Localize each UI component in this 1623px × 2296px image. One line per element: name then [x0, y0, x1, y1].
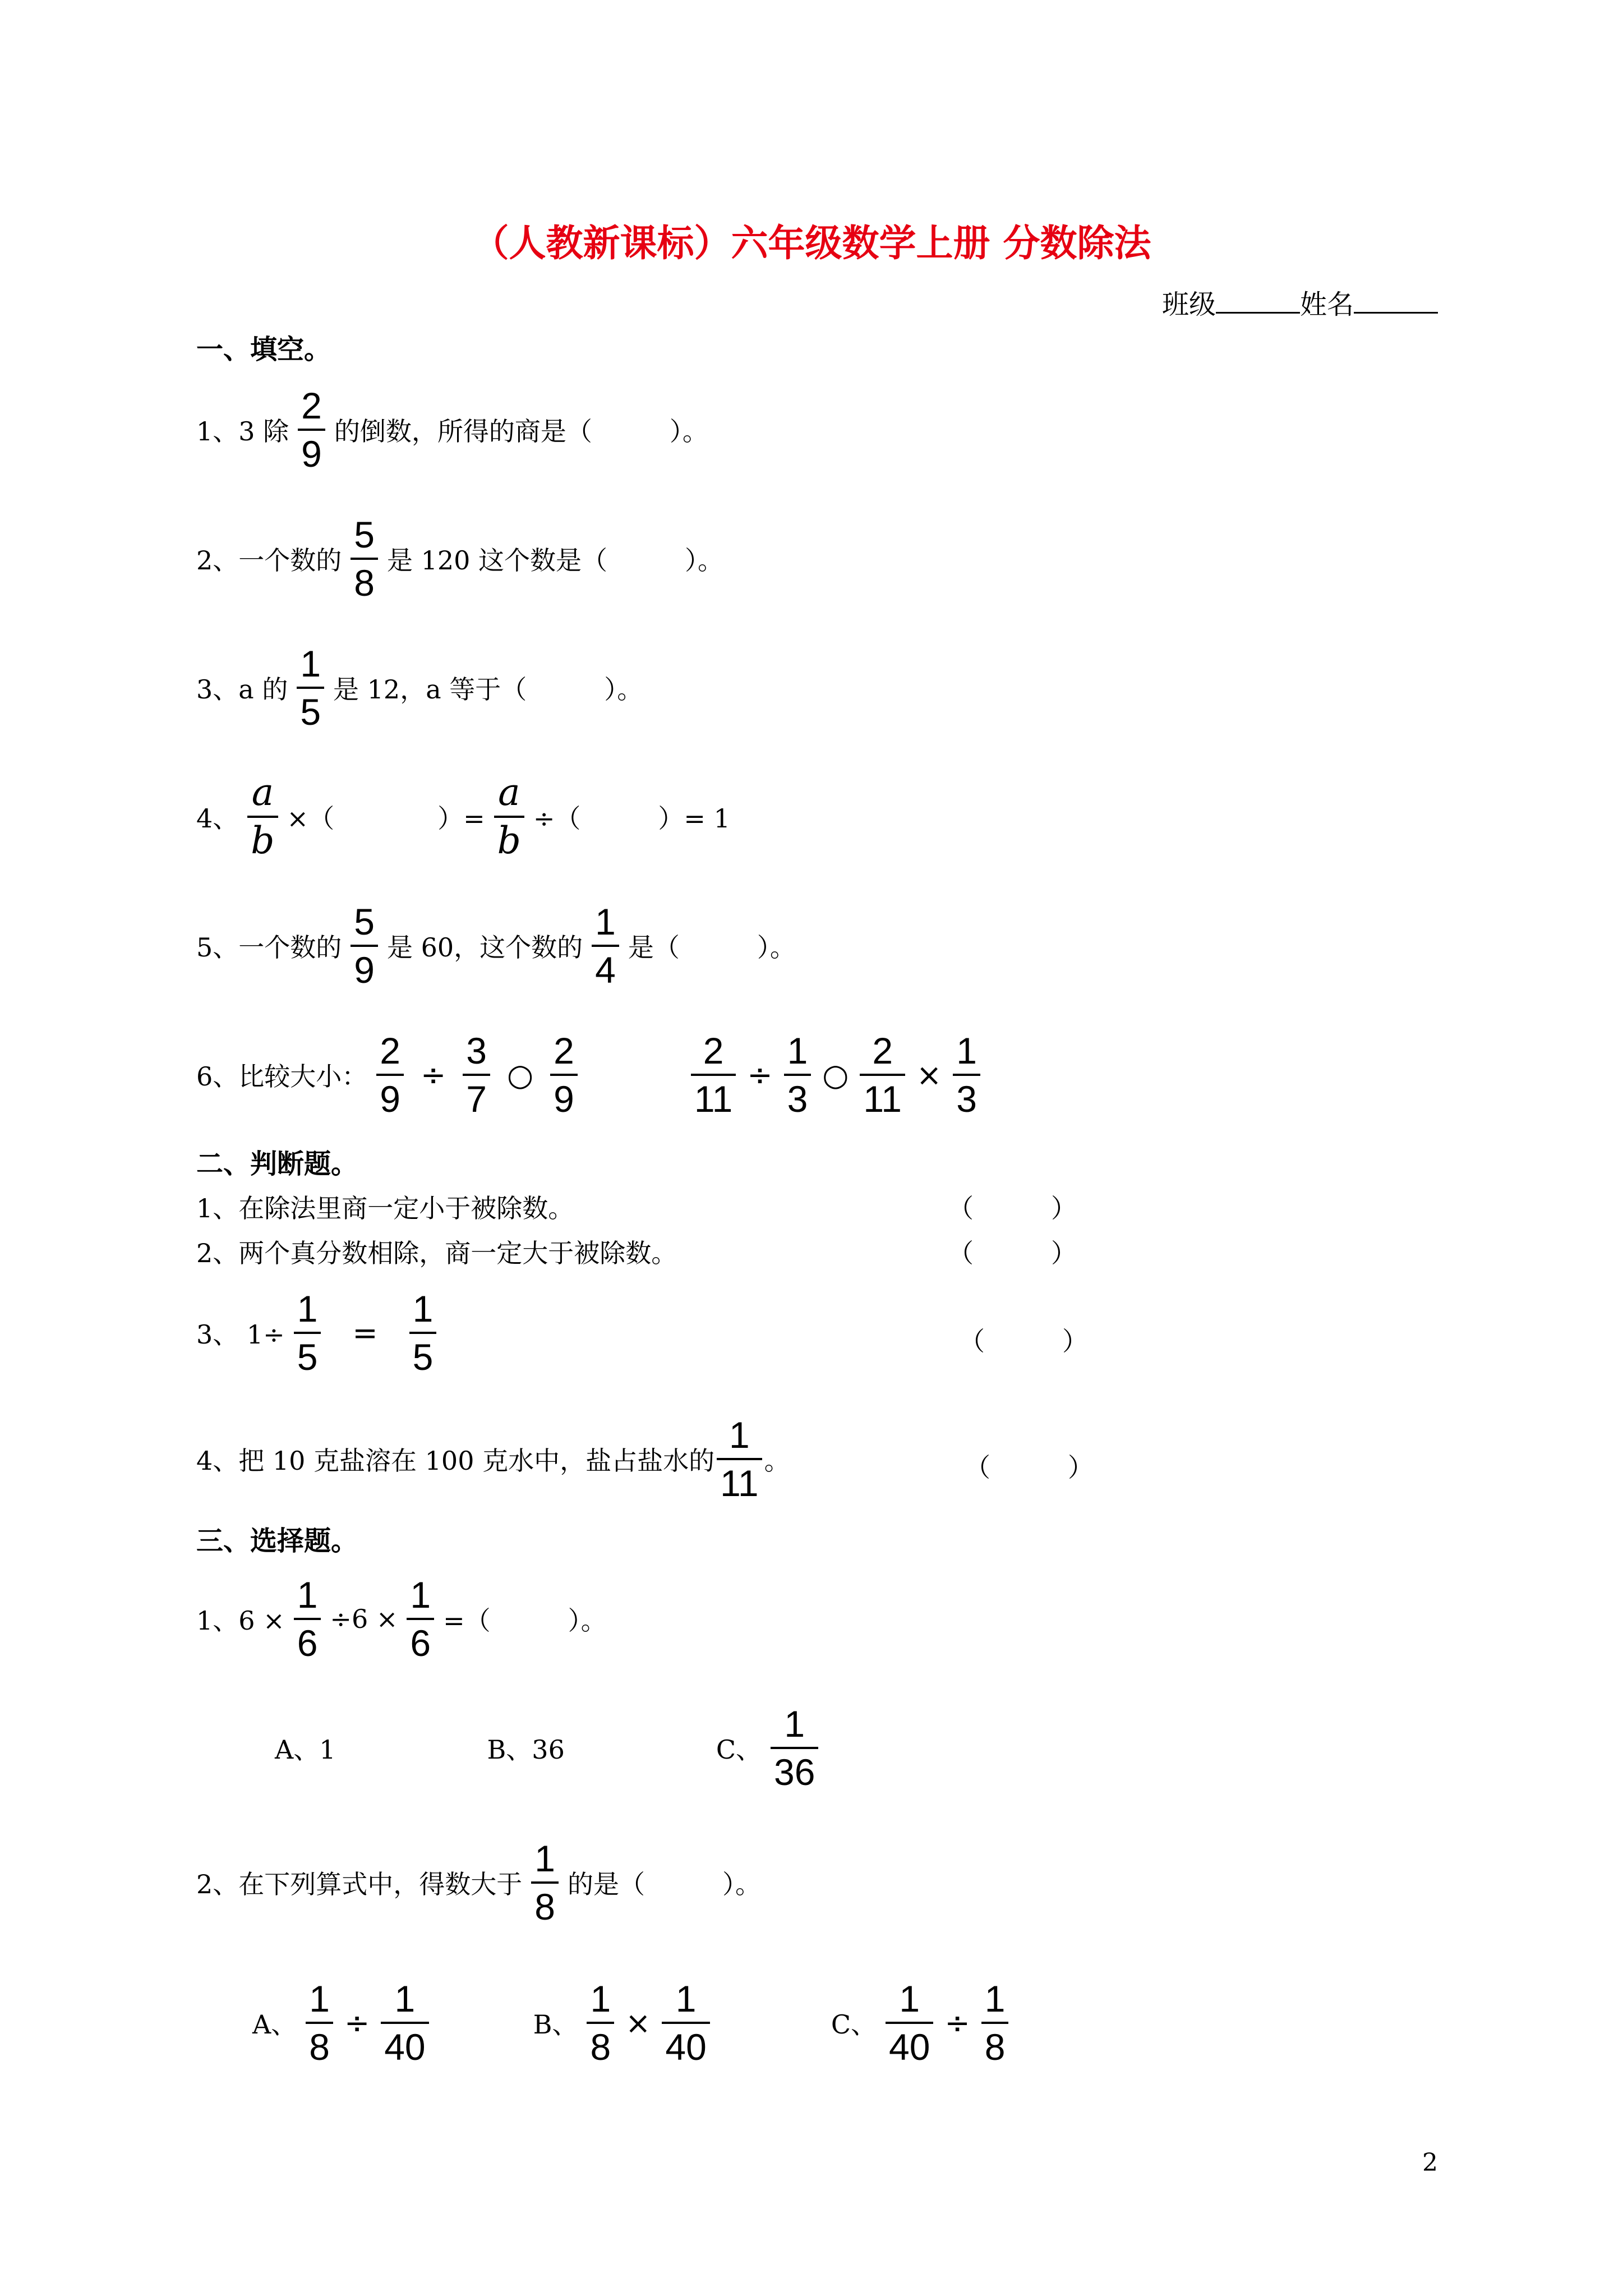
q-text: 1、3 除 — [196, 416, 289, 447]
q-text: 2、一个数的 — [196, 545, 342, 576]
fraction — [306, 1978, 333, 2068]
fraction-bar — [294, 1332, 321, 1334]
denominator: 11 — [694, 1078, 733, 1120]
denominator: 5 — [297, 1336, 318, 1378]
q-text: 的是（ ）。 — [568, 1869, 761, 1899]
numerator: 2 — [554, 1030, 574, 1071]
fraction-bar — [298, 429, 325, 431]
class-blank — [1216, 289, 1300, 314]
answer-paren: （ ） — [965, 1452, 1094, 1483]
denominator: 9 — [354, 949, 375, 991]
choice-question-2 — [196, 1840, 761, 1925]
q-text: 是 60，这个数的 — [387, 932, 583, 963]
denominator: 4 — [595, 949, 616, 991]
multiply-sign: × — [916, 1057, 942, 1093]
q-text: 1、在除法里商一定小于被除数。 — [196, 1193, 574, 1223]
choice-2-options — [252, 1978, 1017, 2068]
fraction-bar — [717, 1458, 762, 1460]
divide-sign: ÷ — [747, 1057, 773, 1093]
answer-paren: （ ） — [948, 1238, 1077, 1268]
fraction — [531, 1840, 559, 1925]
fill-question-2 — [196, 514, 724, 604]
fraction — [771, 1705, 818, 1791]
numerator: 1 — [309, 1978, 330, 2019]
section-heading-choice: 三、选择题。 — [196, 1525, 358, 1557]
q-text: 3、 1÷ — [196, 1319, 285, 1350]
option-b: B、 — [533, 2009, 578, 2040]
denominator: 6 — [410, 1622, 431, 1664]
fraction — [463, 1030, 490, 1120]
numerator: 1 — [956, 1030, 977, 1071]
divide-sign: ÷ — [421, 1057, 446, 1093]
judge-question-1 — [196, 1188, 574, 1225]
fraction — [592, 901, 619, 991]
judge-question-3 — [196, 1288, 445, 1378]
q-text: 6、比较大小： — [196, 1061, 368, 1092]
option-a: A、1 — [275, 1734, 336, 1765]
fraction — [298, 385, 325, 475]
fraction — [294, 1576, 321, 1662]
numerator: 2 — [380, 1030, 400, 1071]
numerator: 1 — [297, 1574, 318, 1616]
fraction-bar — [860, 1074, 905, 1076]
numerator: 1 — [595, 901, 616, 942]
fraction-bar — [247, 816, 278, 818]
denominator: 3 — [956, 1078, 977, 1120]
fill-question-6 — [196, 1030, 989, 1120]
q-text: =（ ）。 — [443, 1605, 607, 1636]
option-c: C、 — [716, 1734, 762, 1765]
numerator: 1 — [787, 1030, 808, 1071]
class-label: 班级 — [1161, 289, 1216, 320]
numerator: 5 — [354, 901, 375, 942]
fraction — [886, 1978, 933, 2068]
denominator: 8 — [354, 562, 375, 604]
denominator: 8 — [309, 2026, 330, 2068]
fraction — [294, 1288, 321, 1378]
compare-circle: ○ — [506, 1057, 534, 1093]
q-text: 是 12，a 等于（ ）。 — [333, 674, 643, 705]
fraction-bar — [294, 1618, 321, 1620]
numerator: 1 — [412, 1288, 434, 1329]
fraction — [550, 1030, 578, 1120]
fraction-bar — [494, 816, 524, 818]
fraction — [587, 1978, 614, 2068]
fraction-bar — [351, 558, 378, 560]
fraction-bar — [376, 1074, 404, 1076]
denominator: 36 — [774, 1751, 815, 1793]
fraction-bar — [784, 1074, 811, 1076]
fraction-bar — [297, 687, 324, 689]
numerator: 2 — [872, 1030, 893, 1071]
numerator: 1 — [297, 1288, 318, 1329]
numerator: 3 — [466, 1030, 487, 1071]
fraction — [662, 1978, 709, 2068]
denominator: 11 — [720, 1462, 759, 1504]
fraction-bar — [771, 1747, 818, 1749]
class-name-line — [1162, 285, 1438, 324]
judge-question-4 — [196, 1416, 790, 1502]
option-b: B、36 — [487, 1734, 565, 1765]
answer-paren: （ ） — [948, 1193, 1077, 1223]
numerator: 1 — [410, 1574, 431, 1616]
choice-1-options — [275, 1705, 827, 1791]
option-a: A、 — [252, 2009, 297, 2040]
fill-question-1 — [196, 385, 708, 475]
fraction-bar — [592, 945, 619, 947]
denominator: 9 — [301, 433, 322, 475]
option-c: C、 — [831, 2009, 877, 2040]
fraction-bar — [306, 2022, 333, 2024]
denominator: 11 — [863, 1078, 902, 1120]
fraction — [494, 771, 524, 862]
fill-question-4 — [196, 771, 730, 862]
fraction-bar — [587, 2022, 614, 2024]
section-heading-judge: 二、判断题。 — [196, 1148, 358, 1180]
choice-question-1 — [196, 1576, 607, 1662]
page-number: 2 — [1422, 2148, 1438, 2177]
divide-sign: ÷ — [944, 2005, 970, 2041]
fraction — [351, 901, 378, 991]
numerator: 2 — [703, 1030, 724, 1071]
fraction — [691, 1030, 736, 1120]
numerator: 1 — [534, 1838, 555, 1879]
page-title: （人教新课标）六年级数学上册 分数除法 — [472, 221, 1151, 265]
numerator: 1 — [675, 1978, 697, 2019]
numerator: 1 — [394, 1978, 416, 2019]
fraction-bar — [463, 1074, 490, 1076]
q-text: 4、 — [196, 803, 239, 834]
denominator: 5 — [412, 1336, 434, 1378]
compare-circle: ○ — [822, 1057, 849, 1093]
q-text: 的倒数，所得的商是（ ）。 — [334, 416, 708, 447]
numerator: 2 — [301, 385, 322, 426]
fraction-bar — [550, 1074, 578, 1076]
q-text: 1、6 × — [196, 1605, 285, 1636]
name-blank — [1354, 289, 1438, 314]
denominator: 8 — [984, 2026, 1006, 2068]
fill-question-5 — [196, 901, 796, 991]
denominator: b — [251, 819, 275, 862]
divide-sign: ÷ — [344, 2005, 370, 2041]
fraction-bar — [409, 1332, 437, 1334]
denominator: 3 — [787, 1078, 808, 1120]
q-text: 是（ ）。 — [628, 932, 796, 963]
denominator: 7 — [466, 1078, 487, 1120]
answer-paren: （ ） — [959, 1326, 1088, 1356]
fraction-bar — [953, 1074, 980, 1076]
q-text: 4、把 10 克盐溶在 100 克水中，盐占盐水的 — [196, 1446, 715, 1476]
numerator: 1 — [899, 1978, 920, 2019]
denominator: 8 — [534, 1886, 555, 1927]
numerator: 5 — [354, 514, 375, 555]
judge-question-2 — [196, 1233, 677, 1270]
denominator: 9 — [380, 1078, 400, 1120]
fraction-bar — [381, 2022, 428, 2024]
numerator: a — [498, 771, 520, 814]
equals-sign: = — [352, 1315, 378, 1351]
section-heading-fill: 一、填空。 — [196, 334, 331, 365]
fraction-bar — [981, 2022, 1009, 2024]
fraction-bar — [531, 1881, 559, 1884]
numerator: 1 — [984, 1978, 1006, 2019]
q-text: 3、a 的 — [196, 674, 288, 705]
fraction — [860, 1030, 905, 1120]
fill-question-3 — [196, 643, 643, 733]
numerator: 1 — [728, 1414, 750, 1456]
numerator: a — [251, 771, 274, 814]
fraction — [351, 514, 378, 604]
numerator: 1 — [300, 643, 321, 684]
fraction-bar — [691, 1074, 736, 1076]
q-text: 是 120 这个数是（ ）。 — [387, 545, 724, 576]
denominator: 40 — [889, 2026, 930, 2068]
fraction-bar — [662, 2022, 709, 2024]
q-text: ÷（ ）= 1 — [533, 803, 730, 834]
fraction — [297, 643, 324, 733]
fraction-bar — [886, 2022, 933, 2024]
numerator: 1 — [784, 1703, 805, 1745]
fraction — [407, 1576, 434, 1662]
denominator: 6 — [297, 1622, 318, 1664]
denominator: 40 — [384, 2026, 426, 2068]
fraction — [981, 1978, 1009, 2068]
fraction — [717, 1416, 762, 1502]
denominator: 40 — [665, 2026, 707, 2068]
denominator: 5 — [300, 691, 321, 733]
q-text: 5、一个数的 — [196, 932, 342, 963]
q-text: ×（ ）= — [287, 803, 485, 834]
q-text: ÷6 × — [330, 1604, 398, 1634]
q-text: 2、两个真分数相除，商一定大于被除数。 — [196, 1238, 677, 1268]
denominator: 8 — [590, 2026, 611, 2068]
q-text: 2、在下列算式中，得数大于 — [196, 1869, 523, 1899]
denominator: b — [497, 819, 521, 862]
fraction — [409, 1288, 437, 1378]
fraction — [953, 1030, 980, 1120]
q-text: 。 — [764, 1446, 790, 1476]
fraction — [376, 1030, 404, 1120]
numerator: 1 — [590, 1978, 611, 2019]
denominator: 9 — [554, 1078, 574, 1120]
fraction — [247, 771, 278, 862]
fraction-bar — [407, 1618, 434, 1620]
fraction — [381, 1978, 428, 2068]
name-label: 姓名 — [1299, 289, 1354, 320]
fraction — [784, 1030, 811, 1120]
fraction-bar — [351, 945, 378, 947]
multiply-sign: × — [625, 2005, 651, 2041]
